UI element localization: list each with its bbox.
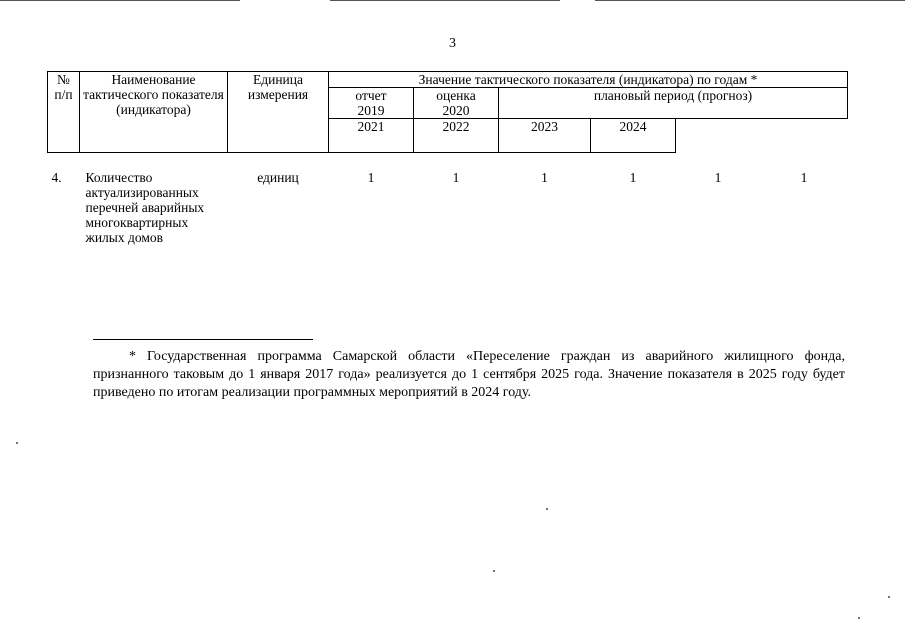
scan-speck	[888, 596, 890, 598]
header-name: Наименование тактического показателя (индикатора)	[80, 72, 228, 153]
scan-edge-line-right	[595, 0, 905, 1]
header-estimate: оценка 2020	[414, 88, 499, 119]
scan-speck	[858, 617, 860, 619]
header-year-2020: 2020	[442, 103, 470, 118]
footnote-separator	[93, 339, 313, 340]
indicators-table	[47, 71, 848, 245]
scan-edge-line-left	[0, 0, 240, 1]
row-value-2022: 1	[629, 170, 637, 185]
header-num: № п/п	[48, 72, 80, 153]
row-value-2019: 1	[367, 170, 375, 185]
page-number: 3	[449, 36, 456, 51]
table-row	[48, 170, 848, 245]
header-values-group: Значение тактического показателя (индикатора) по годам *	[329, 72, 848, 88]
row-value-2020: 1	[452, 170, 460, 185]
scan-edge-line-center	[330, 0, 560, 1]
header-year-2023: 2023	[499, 119, 591, 153]
scan-speck	[493, 570, 495, 572]
header-unit: Единица измерения	[228, 72, 329, 153]
row-unit: единиц	[257, 170, 299, 185]
row-value-2023: 1	[714, 170, 722, 185]
header-report: отчет 2019	[329, 88, 414, 119]
footnote-text: * Государственная программа Самарской области «Переселение граждан из аварийного жилищного фонда, признанного таковым до 1 января 2017 года» реализуется до 1 сентября 2025 года. Значение показателя в 2025 году будет приведено по итогам реализации программных мероприятий в 2024 году.	[93, 349, 845, 400]
header-year-2021: 2021	[329, 119, 414, 153]
header-planned-period: плановый период (прогноз)	[499, 88, 848, 119]
header-year-2022: 2022	[414, 119, 499, 153]
header-year-2019: 2019	[357, 103, 385, 118]
row-value-2024: 1	[800, 170, 808, 185]
scan-speck	[16, 442, 18, 444]
scan-speck	[546, 508, 548, 510]
row-name: Количество актуализированных перечней аварийных многоквартирных жилых домов	[85, 170, 205, 245]
row-num: 4.	[51, 170, 62, 185]
header-year-2024: 2024	[591, 119, 676, 153]
row-value-2021: 1	[541, 170, 548, 185]
